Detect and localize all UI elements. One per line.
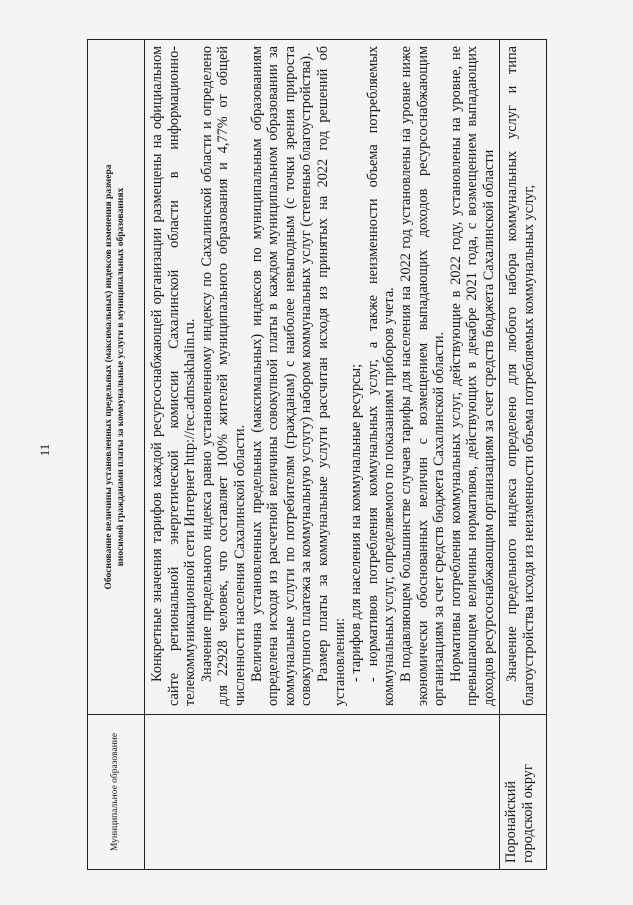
header-justification-line2: вносимой гражданами платы за коммунальные услуги в муниципальных образованиях	[116, 187, 126, 567]
paragraph: Величина установленных предельных (максимальных) индексов по муниципальным образованиям определена исходя из расчетной величины совокупной платы в каждом муниципальном образовании за коммунальные услуги по потребителям (гражданам) с наиболее невыгодным (с точки зрения прироста совокупного платежа за коммунальную услугу) набором коммунальных услуг (степенью благоустройства).	[248, 46, 315, 706]
paragraph: - нормативов потребления коммунальных услуг, а также неизменности объема потребляемых коммунальных услуг, определяемого по показаниям приборов учета.	[364, 46, 398, 706]
justification-cell	[145, 40, 500, 715]
table-row	[145, 40, 500, 870]
header-justification	[88, 40, 145, 715]
paragraph: Значение предельного индекса равно установленному индексу по Сахалинской области и определено для 22928 человек, что составляет 100% жителей муниципального образования и 4,77% от общей численности населения Сахалинской области.	[198, 46, 248, 706]
paragraph: - тарифов для населения на коммунальные ресурсы;	[348, 363, 365, 682]
header-justification-line1: Обоснование величины установленных предельных (максимальных) индексов изменения размера	[104, 164, 115, 590]
paragraph: Значение предельного индекса определено для любого набора коммунальных услуг и типа благоустройства исходя из неизменности объема потребляемых коммунальных услуг,	[504, 46, 538, 706]
paragraph: В подавляющем большинстве случаев тарифы для населения на 2022 год установлены на уровне ниже экономически обоснованных величин с возмещением выпадающих доходов ресурсоснабжающим организациям за счет средств бюджета Сахалинской области.	[397, 46, 448, 706]
table-header-row	[88, 40, 145, 870]
municipality-cell: Поронайский городской округ	[500, 715, 547, 870]
municipality-cell	[145, 715, 500, 870]
justification-cell	[500, 40, 547, 715]
paragraph: Нормативы потребления коммунальных услуг, действующие в 2022 году, установлены на уровне, не превышающем величины нормативов, действующих в декабре 2021 года, с возмещением выпадающих доходов ресурсоснабжающим организациям за счет средств бюджета Сахалинской области	[447, 46, 497, 706]
table-row	[500, 40, 547, 870]
rotated-table-sheet	[87, 40, 627, 870]
header-municipality: Муниципальное образование	[88, 715, 145, 870]
paragraph: Конкретные значения тарифов каждой ресурсоснабжающей организации размещены на официальном сайте региональной энергетической комиссии Сахалинской области в информационно-телекоммуникационной сети Интернет http://rec.admsakhalin.ru.	[149, 46, 199, 706]
justification-table	[87, 39, 547, 870]
page-number: 11	[37, 443, 52, 457]
paragraph: Размер платы за коммунальные услуги рассчитан исходя из принятых на 2022 год решений об установлении:	[314, 46, 348, 706]
